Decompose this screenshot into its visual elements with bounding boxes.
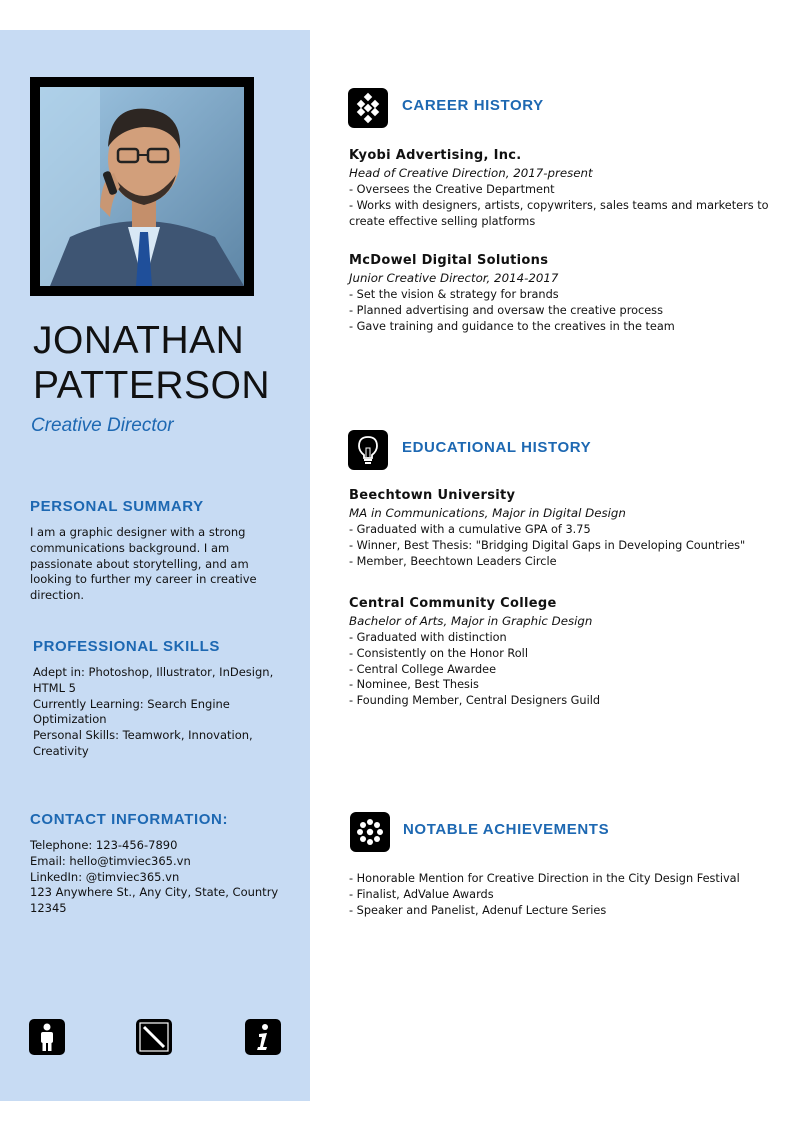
contact-linkedin: LinkedIn: @timviec365.vn [30,869,180,884]
degree: Bachelor of Arts, Major in Graphic Design [349,614,593,628]
name-first-line: JONATHAN [33,319,245,362]
flower-icon [350,812,390,852]
achievements-list [349,871,779,918]
pencil-icon [136,1019,172,1055]
skills-line: Personal Skills: Teamwork, Innovation, [33,728,253,743]
summary-line: passionate about storytelling, and am [30,556,249,571]
skills-line: HTML 5 [33,680,76,695]
diamond-pattern-icon [348,88,388,128]
summary-line: direction. [30,588,85,603]
education-item: - Nominee, Best Thesis [349,678,479,692]
contact-address: 123 Anywhere St., Any City, State, Country [30,885,279,900]
achievement-item: - Speaker and Panelist, Adenuf Lecture Series [349,903,607,917]
duty-item: - Gave training and guidance to the creatives in the team [349,319,675,333]
skills-text [33,665,298,760]
skills-heading: PROFESSIONAL SKILLS [33,638,220,655]
summary-line: I am a graphic designer with a strong [30,525,246,539]
candidate-name [33,318,303,408]
achievement-item: - Honorable Mention for Creative Direction in the City Design Festival [349,872,740,885]
degree: MA in Communications, Major in Digital Design [349,506,626,520]
profile-photo-frame [30,77,254,296]
education-item: - Consistently on the Honor Roll [349,646,528,660]
skills-line: Adept in: Photoshop, Illustrator, InDesign, [33,665,274,679]
contact-phone: Telephone: 123-456-7890 [30,838,178,852]
lightbulb-icon [348,430,388,470]
skills-line: Currently Learning: Search Engine [33,696,230,711]
name-second-line: PATTERSON [33,364,271,407]
contact-address-zip: 12345 [30,901,67,916]
career-entry [349,251,779,334]
contact-text [30,838,300,917]
contact-heading: CONTACT INFORMATION: [30,811,229,828]
career-heading: CAREER HISTORY [402,97,544,114]
school-name: Central Community College [349,596,557,611]
education-item: - Central College Awardee [349,662,497,676]
summary-heading: PERSONAL SUMMARY [30,498,204,515]
job-position: Head of Creative Direction, 2017-present [349,166,593,180]
school-name: Beechtown University [349,488,516,503]
person-icon [29,1019,65,1055]
summary-text [30,525,295,604]
education-item: - Founding Member, Central Designers Guild [349,694,601,708]
education-item: - Graduated with distinction [349,631,507,644]
duty-item: - Oversees the Creative Department [349,183,555,196]
education-heading: EDUCATIONAL HISTORY [402,439,592,456]
duty-item: create effective selling platforms [349,214,536,228]
education-entry [349,486,779,569]
employer-name: McDowel Digital Solutions [349,253,549,268]
info-icon [245,1019,281,1055]
achievement-item: - Finalist, AdValue Awards [349,887,494,901]
summary-line: looking to further my career in creative [30,572,257,587]
summary-line: communications background. I am [30,540,230,555]
job-title: Creative Director [31,415,174,436]
skills-line: Creativity [33,743,89,758]
duty-item: - Set the vision & strategy for brands [349,288,559,301]
contact-email: Email: hello@timviec365.vn [30,853,191,868]
duty-item: - Planned advertising and oversaw the creative process [349,303,663,317]
employer-name: Kyobi Advertising, Inc. [349,148,522,163]
duty-item: - Works with designers, artists, copywriters, sales teams and marketers to [349,198,769,212]
skills-line: Optimization [33,712,107,727]
education-item: - Winner, Best Thesis: "Bridging Digital Gaps in Developing Countries" [349,538,746,552]
achievements-heading: NOTABLE ACHIEVEMENTS [403,821,610,838]
education-entry [349,594,779,709]
education-item: - Graduated with a cumulative GPA of 3.75 [349,523,591,536]
job-position: Junior Creative Director, 2014-2017 [349,271,559,285]
career-entry [349,146,779,229]
profile-photo [40,87,244,286]
education-item: - Member, Beechtown Leaders Circle [349,554,557,568]
